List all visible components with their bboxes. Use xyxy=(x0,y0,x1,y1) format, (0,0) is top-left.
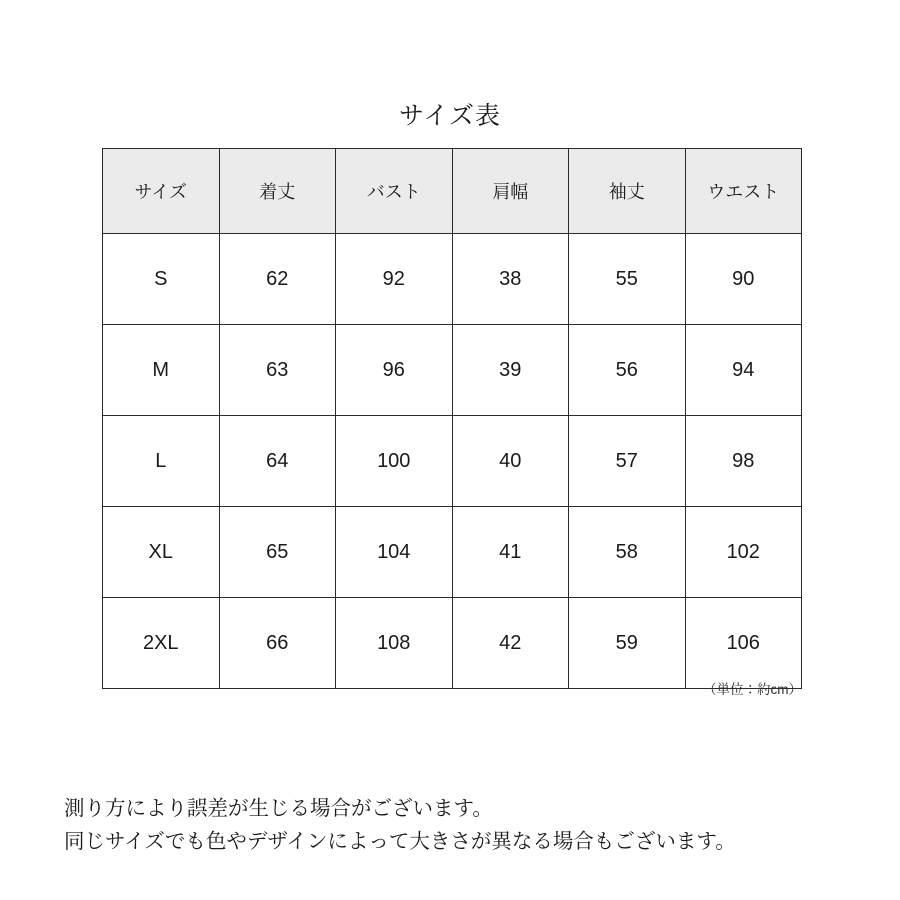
column-header-bust: バスト xyxy=(336,149,453,234)
cell-sleeve: 59 xyxy=(569,598,686,689)
cell-sleeve: 57 xyxy=(569,416,686,507)
cell-waist: 94 xyxy=(685,325,802,416)
cell-shoulder: 38 xyxy=(452,234,569,325)
size-table-container xyxy=(102,148,802,689)
cell-bust: 108 xyxy=(336,598,453,689)
column-header-length: 着丈 xyxy=(219,149,336,234)
cell-bust: 92 xyxy=(336,234,453,325)
cell-length: 65 xyxy=(219,507,336,598)
cell-size: M xyxy=(103,325,220,416)
table-row xyxy=(103,325,802,416)
table-row xyxy=(103,234,802,325)
cell-shoulder: 39 xyxy=(452,325,569,416)
cell-sleeve: 55 xyxy=(569,234,686,325)
table-row xyxy=(103,507,802,598)
cell-shoulder: 41 xyxy=(452,507,569,598)
size-table xyxy=(102,148,802,689)
cell-length: 64 xyxy=(219,416,336,507)
column-header-sleeve: 袖丈 xyxy=(569,149,686,234)
footnotes xyxy=(64,792,864,858)
size-table-body xyxy=(103,234,802,689)
cell-bust: 96 xyxy=(336,325,453,416)
table-row xyxy=(103,416,802,507)
table-header-row xyxy=(103,149,802,234)
cell-size: S xyxy=(103,234,220,325)
cell-shoulder: 42 xyxy=(452,598,569,689)
size-table-header xyxy=(103,149,802,234)
cell-length: 62 xyxy=(219,234,336,325)
cell-bust: 104 xyxy=(336,507,453,598)
column-header-waist: ウエスト xyxy=(685,149,802,234)
cell-bust: 100 xyxy=(336,416,453,507)
cell-sleeve: 56 xyxy=(569,325,686,416)
cell-size: 2XL xyxy=(103,598,220,689)
footnote-line-1: 測り方により誤差が生じる場合がございます。 xyxy=(64,797,493,820)
cell-waist: 106 xyxy=(685,598,802,689)
cell-shoulder: 40 xyxy=(452,416,569,507)
cell-waist: 98 xyxy=(685,416,802,507)
cell-waist: 102 xyxy=(685,507,802,598)
column-header-shoulder: 肩幅 xyxy=(452,149,569,234)
cell-sleeve: 58 xyxy=(569,507,686,598)
cell-size: XL xyxy=(103,507,220,598)
cell-waist: 90 xyxy=(685,234,802,325)
cell-size: L xyxy=(103,416,220,507)
cell-length: 63 xyxy=(219,325,336,416)
unit-note: （単位：約cm） xyxy=(703,682,802,697)
page-title: サイズ表 xyxy=(398,102,501,130)
column-header-size: サイズ xyxy=(103,149,220,234)
footnote-line-2: 同じサイズでも色やデザインによって大きさが異なる場合もございます。 xyxy=(64,830,736,853)
table-row xyxy=(103,598,802,689)
cell-length: 66 xyxy=(219,598,336,689)
